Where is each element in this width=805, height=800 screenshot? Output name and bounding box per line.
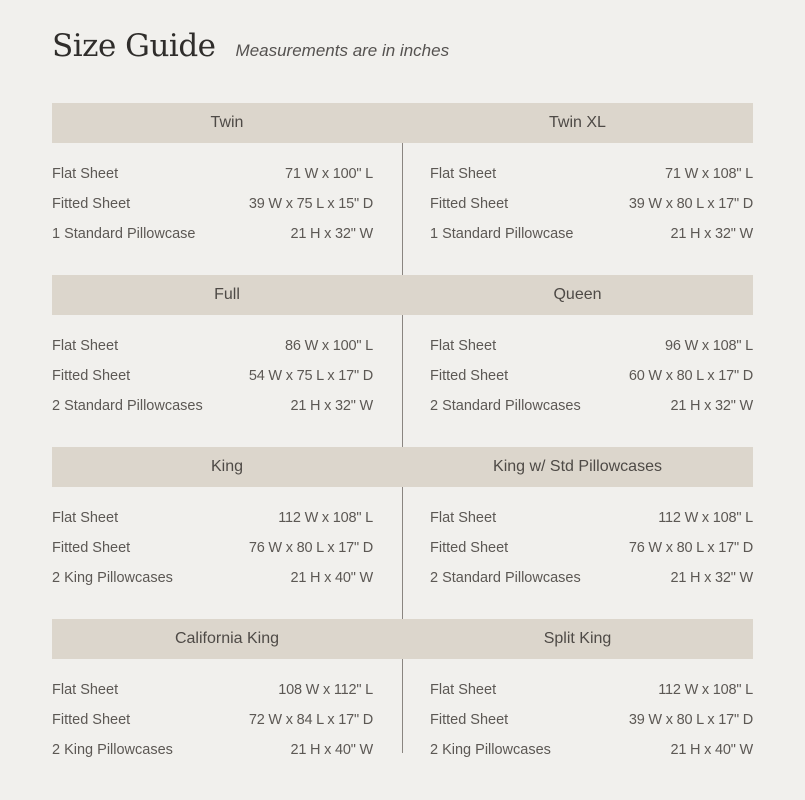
list-item bbox=[52, 337, 373, 367]
item-label: Fitted Sheet bbox=[430, 368, 509, 384]
list-item bbox=[52, 741, 373, 771]
item-label: Flat Sheet bbox=[52, 510, 119, 526]
size-header-bar bbox=[52, 103, 753, 143]
size-group-row bbox=[52, 447, 753, 619]
item-value: 72 W x 84 L x 17" D bbox=[248, 712, 373, 728]
item-label: Fitted Sheet bbox=[52, 540, 131, 556]
item-value: 39 W x 75 L x 15" D bbox=[248, 196, 373, 212]
size-heading-twin: Twin bbox=[210, 114, 244, 131]
list-item bbox=[52, 225, 373, 255]
list-item bbox=[430, 741, 753, 771]
size-header-bar bbox=[52, 275, 753, 315]
item-value: 21 H x 40" W bbox=[290, 742, 373, 758]
list-item bbox=[52, 681, 373, 711]
size-heading-king-std-pillowcases: King w/ Std Pillowcases bbox=[493, 458, 662, 475]
list-item bbox=[430, 681, 753, 711]
list-item bbox=[430, 397, 753, 427]
item-label: Fitted Sheet bbox=[52, 712, 131, 728]
size-block-split-king bbox=[402, 681, 753, 771]
size-heading-king: King bbox=[210, 458, 244, 475]
item-value: 71 W x 108" L bbox=[665, 166, 753, 182]
list-item bbox=[430, 225, 753, 255]
item-value: 21 H x 32" W bbox=[290, 398, 373, 414]
size-heading-split-king: Split King bbox=[543, 630, 612, 647]
size-block-twin bbox=[52, 165, 402, 255]
list-item bbox=[430, 165, 753, 195]
list-item bbox=[430, 367, 753, 397]
list-item bbox=[430, 337, 753, 367]
item-label: Fitted Sheet bbox=[430, 540, 509, 556]
size-heading-twin-xl: Twin XL bbox=[549, 114, 606, 131]
item-value: 112 W x 108" L bbox=[658, 682, 753, 698]
list-item bbox=[52, 195, 373, 225]
item-label: Fitted Sheet bbox=[52, 196, 131, 212]
item-value: 108 W x 112" L bbox=[278, 682, 373, 698]
list-item bbox=[52, 711, 373, 741]
item-value: 21 H x 32" W bbox=[670, 398, 753, 414]
item-value: 21 H x 32" W bbox=[670, 226, 753, 242]
item-label: 2 King Pillowcases bbox=[430, 742, 551, 758]
item-value: 21 H x 32" W bbox=[290, 226, 373, 242]
size-group-row bbox=[52, 619, 753, 791]
item-label: Flat Sheet bbox=[52, 166, 119, 182]
item-value: 39 W x 80 L x 17" D bbox=[628, 712, 753, 728]
item-label: Flat Sheet bbox=[52, 338, 119, 354]
item-value: 86 W x 100" L bbox=[285, 338, 373, 354]
size-block-full bbox=[52, 337, 402, 427]
item-label: Fitted Sheet bbox=[430, 712, 509, 728]
item-value: 76 W x 80 L x 17" D bbox=[628, 540, 753, 556]
size-group-row bbox=[52, 103, 753, 275]
item-value: 76 W x 80 L x 17" D bbox=[248, 540, 373, 556]
item-value: 21 H x 40" W bbox=[670, 742, 753, 758]
item-label: Flat Sheet bbox=[430, 338, 497, 354]
list-item bbox=[430, 569, 753, 599]
page-title: Size Guide bbox=[52, 28, 216, 64]
item-label: 1 Standard Pillowcase bbox=[52, 226, 196, 242]
item-value: 60 W x 80 L x 17" D bbox=[628, 368, 753, 384]
list-item bbox=[430, 195, 753, 225]
item-value: 112 W x 108" L bbox=[278, 510, 373, 526]
item-label: Flat Sheet bbox=[430, 682, 497, 698]
item-value: 21 H x 32" W bbox=[670, 570, 753, 586]
item-label: 2 King Pillowcases bbox=[52, 570, 173, 586]
item-label: Fitted Sheet bbox=[52, 368, 131, 384]
item-value: 71 W x 100" L bbox=[285, 166, 373, 182]
item-value: 21 H x 40" W bbox=[290, 570, 373, 586]
item-label: 2 Standard Pillowcases bbox=[430, 570, 581, 586]
size-header-bar bbox=[52, 447, 753, 487]
size-block-california-king bbox=[52, 681, 402, 771]
list-item bbox=[430, 711, 753, 741]
item-value: 112 W x 108" L bbox=[658, 510, 753, 526]
list-item bbox=[52, 367, 373, 397]
list-item bbox=[52, 397, 373, 427]
size-group-row bbox=[52, 275, 753, 447]
list-item bbox=[430, 509, 753, 539]
item-label: 2 Standard Pillowcases bbox=[52, 398, 203, 414]
size-block-king-std-pillowcases bbox=[402, 509, 753, 599]
item-value: 54 W x 75 L x 17" D bbox=[248, 368, 373, 384]
size-guide-table bbox=[52, 103, 753, 791]
item-label: Flat Sheet bbox=[430, 166, 497, 182]
size-header-bar bbox=[52, 619, 753, 659]
size-heading-full: Full bbox=[214, 286, 240, 303]
item-label: 2 King Pillowcases bbox=[52, 742, 173, 758]
size-heading-california-king: California King bbox=[174, 630, 280, 647]
list-item bbox=[52, 569, 373, 599]
list-item bbox=[430, 539, 753, 569]
list-item bbox=[52, 165, 373, 195]
size-block-twin-xl bbox=[402, 165, 753, 255]
list-item bbox=[52, 539, 373, 569]
item-label: Flat Sheet bbox=[430, 510, 497, 526]
page-header bbox=[52, 28, 449, 64]
item-label: Flat Sheet bbox=[52, 682, 119, 698]
size-block-queen bbox=[402, 337, 753, 427]
item-value: 96 W x 108" L bbox=[665, 338, 753, 354]
item-label: 2 Standard Pillowcases bbox=[430, 398, 581, 414]
item-label: Fitted Sheet bbox=[430, 196, 509, 212]
item-value: 39 W x 80 L x 17" D bbox=[628, 196, 753, 212]
page-subtitle: Measurements are in inches bbox=[235, 41, 450, 60]
size-block-king bbox=[52, 509, 402, 599]
item-label: 1 Standard Pillowcase bbox=[430, 226, 574, 242]
list-item bbox=[52, 509, 373, 539]
size-heading-queen: Queen bbox=[553, 286, 602, 303]
